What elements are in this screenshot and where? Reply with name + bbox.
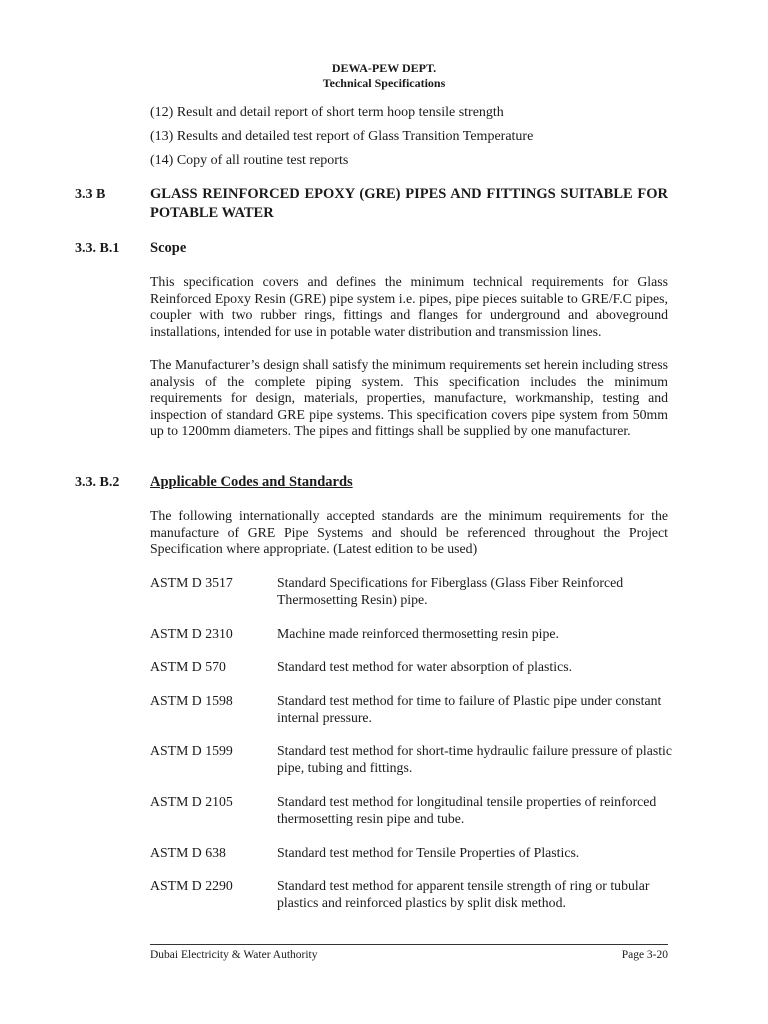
- section-title: GLASS REINFORCED EPOXY (GRE) PIPES AND FITTINGS SUITABLE FOR POTABLE WATER: [150, 186, 668, 221]
- codes-intro-paragraph: The following internationally accepted standards are the minimum requirements for the manufacture of GRE Pipe Systems and should be referenced throughout the Project Specification where appropriate. (Latest edition to be used): [150, 508, 668, 557]
- page-header: [0, 61, 768, 91]
- standard-code: ASTM D 3517: [150, 575, 233, 590]
- header-subtitle: Technical Specifications: [322, 76, 446, 90]
- list-item: (12) Result and detail report of short term hoop tensile strength: [150, 105, 504, 120]
- subsection-number: 3.3. B.1: [75, 241, 120, 256]
- standard-code: ASTM D 2105: [150, 794, 233, 809]
- standard-code: ASTM D 2290: [150, 878, 233, 893]
- footer-organization: Dubai Electricity & Water Authority: [150, 949, 318, 961]
- standard-description: Standard test method for short-time hydraulic failure pressure of plastic pipe, tubing and fittings.: [277, 743, 673, 775]
- standard-description: Standard test method for water absorption of plastics.: [277, 659, 573, 674]
- standard-code: ASTM D 638: [150, 845, 226, 860]
- footer-divider: [150, 944, 668, 945]
- subsection-number: 3.3. B.2: [75, 475, 120, 490]
- standard-code: ASTM D 570: [150, 659, 226, 674]
- list-item: (14) Copy of all routine test reports: [150, 153, 349, 168]
- header-dept: DEWA-PEW DEPT.: [331, 61, 437, 75]
- list-item: (13) Results and detailed test report of Glass Transition Temperature: [150, 129, 534, 144]
- standard-code: ASTM D 1599: [150, 743, 233, 758]
- subsection-title: Scope: [150, 240, 187, 256]
- standard-code: ASTM D 1598: [150, 693, 233, 708]
- standard-description: Machine made reinforced thermosetting resin pipe.: [277, 626, 559, 641]
- scope-paragraph: The Manufacturer’s design shall satisfy the minimum requirements set herein including stress analysis of the complete piping system. This specification includes the minimum requirements for design, materials, properties, manufacture, workmanship, testing and inspection of standard GRE pipe systems. This specification covers pipe system from 50mm up to 1200mm diameters. The pipes and fittings shall be supplied by one manufacturer.: [150, 357, 668, 439]
- footer-page-number: Page 3-20: [621, 949, 668, 961]
- scope-paragraph: This specification covers and defines the minimum technical requirements for Glass Reinforced Epoxy Resin (GRE) pipe system i.e. pipes, pipe pieces suitable to GRE/F.C pipes, coupler with two rubber rings, fittings and flanges for underground and aboveground installations, intended for use in potable water distribution and transmission lines.: [150, 274, 668, 339]
- standard-code: ASTM D 2310: [150, 626, 233, 641]
- standard-description: Standard test method for apparent tensile strength of ring or tubular plastics and reinforced plastics by split disk method.: [277, 878, 650, 910]
- section-number: 3.3 B: [75, 187, 106, 202]
- standard-description: Standard test method for time to failure of Plastic pipe under constant internal pressure.: [277, 693, 662, 725]
- subsection-title: Applicable Codes and Standards: [150, 474, 353, 490]
- standard-description: Standard Specifications for Fiberglass (Glass Fiber Reinforced Thermosetting Resin) pipe.: [277, 575, 624, 607]
- standard-description: Standard test method for Tensile Properties of Plastics.: [277, 845, 580, 860]
- standard-description: Standard test method for longitudinal tensile properties of reinforced thermosetting resin pipe and tube.: [277, 794, 657, 826]
